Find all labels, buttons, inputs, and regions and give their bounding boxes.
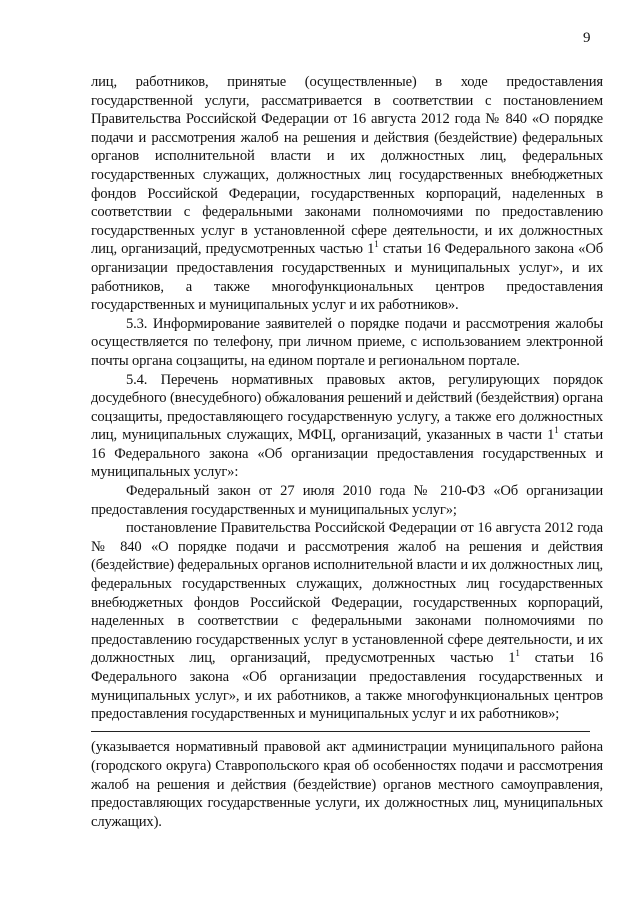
paragraph-text: Федеральный закон от 27 июля 2010 года № 210-ФЗ «Об организации предоставления государственных и муниципальных услуг»; — [91, 483, 603, 518]
page-number: 9 — [583, 30, 591, 46]
paragraph-5-3 — [91, 315, 603, 371]
paragraph-text: 5.3. Информирование заявителей о порядке подачи и рассмотрения жалобы осуществляется по телефону, при личном приеме, с использованием электронной почты органа соцзащиты, на едином портале и региональном портале. — [91, 315, 603, 369]
paragraph-text-tail: статьи 16 Федерального закона «Об организации предоставления государственных и муниципальных услуг», и их работников, а также многофункциональных центров предоставления государственных и муниципальных услуг и их работников». — [91, 241, 603, 314]
paragraph-text-tail: статьи 16 Федерального закона «Об организации предоставления государственных и муниципальных услуг», и их работников, а также многофункциональных центров предоставления государственных и муниципальных услуг и их работников»; — [91, 650, 603, 723]
fill-in-note: (указывается нормативный правовой акт администрации муниципального района (городского округа) Ставропольского края об особенностях подачи и рассмотрения жалоб на решения и действия (бездействие) органов местного самоуправления, предоставляющих государственные услуги, их должностных лиц, муниципальных служащих). — [91, 739, 603, 831]
paragraph-5-4 — [91, 371, 603, 483]
paragraph-text: 5.4. Перечень нормативных правовых актов, регулирующих порядок досудебного (внесудебного) обжалования решений и действий (бездействия) органа соцзащиты, предоставляющего государственную услугу, а также его должностных лиц, муниципальных служащих, МФЦ, организаций, указанных в части 1 — [91, 371, 603, 444]
paragraph-government-decree — [91, 519, 603, 724]
paragraph-text: лиц, работников, принятые (осуществленные) в ходе предоставления государственной услуги, рассматривается в соответствии с постановлением Правительства Российской Федерации от 16 августа 2012 года № 840 «О порядке подачи и рассмотрения жалоб на решения и действия (бездействие) федеральных органов исполнительной власти и их должностных лиц, федеральных государственных служащих, должностных лиц государственных внебюджетных фондов Российской Федерации, государственных корпораций, наделенных в соответствии с федеральными законами полномочиями по предоставлению государственных услуг в установленной сфере деятельности, и их должностных лиц, организаций, предусмотренных частью 1 — [91, 74, 603, 258]
paragraph-continuation — [91, 73, 603, 315]
paragraph-federal-law — [91, 482, 603, 519]
superscript: 1 — [554, 425, 559, 436]
document-body — [91, 73, 603, 724]
superscript: 1 — [374, 239, 379, 250]
fill-in-line — [91, 731, 590, 732]
paragraph-text: постановление Правительства Российской Федерации от 16 августа 2012 года № 840 «О порядке подачи и рассмотрения жалоб на решения и действия (бездействие) федеральных органов исполнительной власти и их должностных лиц, федеральных государственных служащих, должностных лиц государственных внебюджетных фондов Российской Федерации, государственных корпораций, наделенных в соответствии с федеральными законами полномочиями по предоставлению государственных услуг в установленной сфере деятельности, и их должностных лиц, организаций, предусмотренных частью 1 — [91, 520, 603, 667]
superscript: 1 — [515, 648, 520, 659]
paragraph-text-tail: статьи 16 Федерального закона «Об организации предоставления государственных и муниципальных услуг»: — [91, 427, 603, 481]
